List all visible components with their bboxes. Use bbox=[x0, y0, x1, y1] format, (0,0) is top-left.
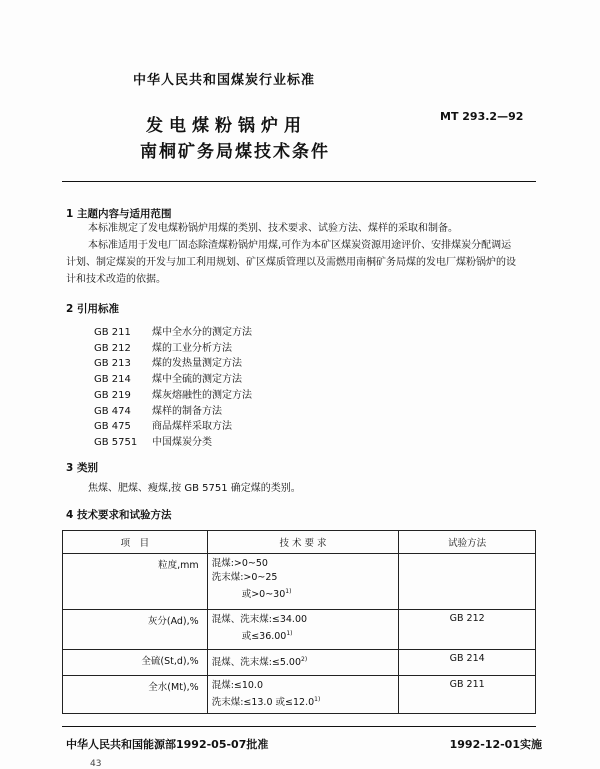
requirement-text: 混煤:≤10.0 bbox=[211, 680, 264, 691]
table-cell-item: 粒度,mm bbox=[63, 554, 208, 610]
requirement-text: 或≤36.00 bbox=[241, 631, 287, 643]
reference-item bbox=[94, 402, 222, 417]
table-cell-test-method: GB 211 bbox=[399, 676, 536, 714]
section-3-heading: 3 类别 bbox=[66, 462, 98, 474]
reference-code: GB 219 bbox=[94, 389, 131, 401]
reference-title: 煤灰熔融性的测定方法 bbox=[152, 389, 252, 401]
reference-code: GB 214 bbox=[94, 374, 131, 386]
table-cell-item: 灰分(Ad),% bbox=[63, 610, 208, 650]
reference-code: GB 213 bbox=[94, 358, 131, 370]
reference-title: 煤样的制备方法 bbox=[152, 405, 222, 417]
table-cell-requirement bbox=[207, 676, 399, 714]
reference-code: GB 5751 bbox=[94, 436, 138, 448]
table-row bbox=[63, 650, 536, 676]
reference-title: 商品煤样采取方法 bbox=[152, 421, 232, 433]
requirement-line bbox=[212, 585, 395, 602]
table-cell-requirement bbox=[207, 650, 399, 676]
footer-rule bbox=[62, 726, 536, 727]
column-header-item: 项 目 bbox=[63, 531, 208, 554]
footnote-marker: 1) bbox=[286, 630, 293, 637]
reference-item bbox=[94, 354, 242, 369]
section-1-paragraph-2-line-3: 计和技术改造的依据。 bbox=[66, 274, 166, 285]
requirement-text: 混煤、洗末煤:≤34.00 bbox=[211, 614, 308, 625]
reference-code: GB 474 bbox=[94, 405, 131, 417]
footnote-marker: 1) bbox=[285, 588, 292, 595]
requirement-line bbox=[212, 693, 395, 710]
section-1-paragraph-2-line-2: 计划、制定煤炭的开发与加工利用规划、矿区煤质管理以及需燃用南桐矿务局煤的发电厂煤粉锅炉的设 bbox=[66, 257, 516, 268]
table-row bbox=[63, 554, 536, 610]
table-header-row bbox=[63, 531, 536, 554]
document-title-line2: 南桐矿务局煤技术条件 bbox=[140, 142, 330, 162]
reference-code: GB 475 bbox=[94, 421, 131, 433]
requirement-line bbox=[212, 627, 395, 644]
table-row bbox=[63, 610, 536, 650]
table-row bbox=[63, 676, 536, 714]
reference-title: 煤的发热量测定方法 bbox=[152, 358, 242, 370]
requirement-line bbox=[212, 557, 395, 571]
requirement-text: 洗末煤:≤13.0 或≤12.0 bbox=[211, 697, 315, 709]
technical-requirements-table bbox=[62, 530, 536, 714]
document-title-line1: 发电煤粉锅炉用 bbox=[146, 116, 307, 136]
reference-item bbox=[94, 370, 242, 385]
industry-standard-label: 中华人民共和国煤炭行业标准 bbox=[133, 73, 316, 88]
column-header-requirement: 技 术 要 求 bbox=[207, 531, 399, 554]
reference-title: 中国煤炭分类 bbox=[152, 436, 212, 448]
section-1-heading: 1 主题内容与适用范围 bbox=[66, 208, 172, 220]
table-cell-test-method bbox=[399, 554, 536, 610]
footnote-marker: 2) bbox=[301, 656, 308, 663]
requirement-text: 混煤:>0~50 bbox=[211, 558, 268, 569]
requirement-text: 或>0~30 bbox=[241, 589, 286, 601]
reference-item bbox=[94, 386, 252, 401]
reference-title: 煤中全硫的测定方法 bbox=[152, 374, 242, 386]
reference-item bbox=[94, 433, 212, 448]
reference-item bbox=[94, 339, 232, 354]
reference-item bbox=[94, 417, 232, 432]
section-4-heading: 4 技术要求和试验方法 bbox=[66, 509, 172, 521]
section-3-text: 焦煤、肥煤、瘦煤,按 GB 5751 确定煤的类别。 bbox=[88, 483, 301, 494]
requirement-line bbox=[212, 653, 395, 670]
reference-item bbox=[94, 323, 252, 338]
table-cell-requirement bbox=[207, 554, 399, 610]
header-rule bbox=[62, 181, 536, 182]
requirement-line bbox=[212, 679, 395, 693]
section-2-heading: 2 引用标准 bbox=[66, 303, 119, 315]
requirement-line bbox=[212, 571, 395, 585]
table-cell-test-method: GB 212 bbox=[399, 610, 536, 650]
section-1-paragraph-2-line-1: 本标准适用于发电厂固态除渣煤粉锅炉用煤,可作为本矿区煤炭资源用途评价、安排煤炭分配调运 bbox=[88, 240, 512, 251]
table-cell-test-method: GB 214 bbox=[399, 650, 536, 676]
page-number: 43 bbox=[90, 759, 102, 769]
standard-number: MT 293.2—92 bbox=[440, 110, 524, 123]
reference-code: GB 212 bbox=[94, 342, 131, 354]
table-cell-item: 全水(Mt),% bbox=[63, 676, 208, 714]
footnote-marker: 1) bbox=[314, 696, 321, 703]
effective-date: 1992-12-01实施 bbox=[449, 738, 542, 751]
reference-title: 煤的工业分析方法 bbox=[152, 342, 232, 354]
approval-issuer: 中华人民共和国能源部1992-05-07批准 bbox=[66, 738, 269, 751]
section-1-paragraph-1: 本标准规定了发电煤粉锅炉用煤的类别、技术要求、试验方法、煤样的采取和制备。 bbox=[88, 223, 458, 234]
table-cell-item: 全硫(St,d),% bbox=[63, 650, 208, 676]
reference-title: 煤中全水分的测定方法 bbox=[152, 327, 252, 338]
column-header-test-method: 试验方法 bbox=[399, 531, 536, 554]
requirement-text: 洗末煤:>0~25 bbox=[211, 572, 278, 583]
table-cell-requirement bbox=[207, 610, 399, 650]
requirement-line bbox=[212, 613, 395, 627]
reference-code: GB 211 bbox=[94, 327, 131, 338]
requirement-text: 混煤、洗末煤:≤5.00 bbox=[211, 657, 302, 669]
